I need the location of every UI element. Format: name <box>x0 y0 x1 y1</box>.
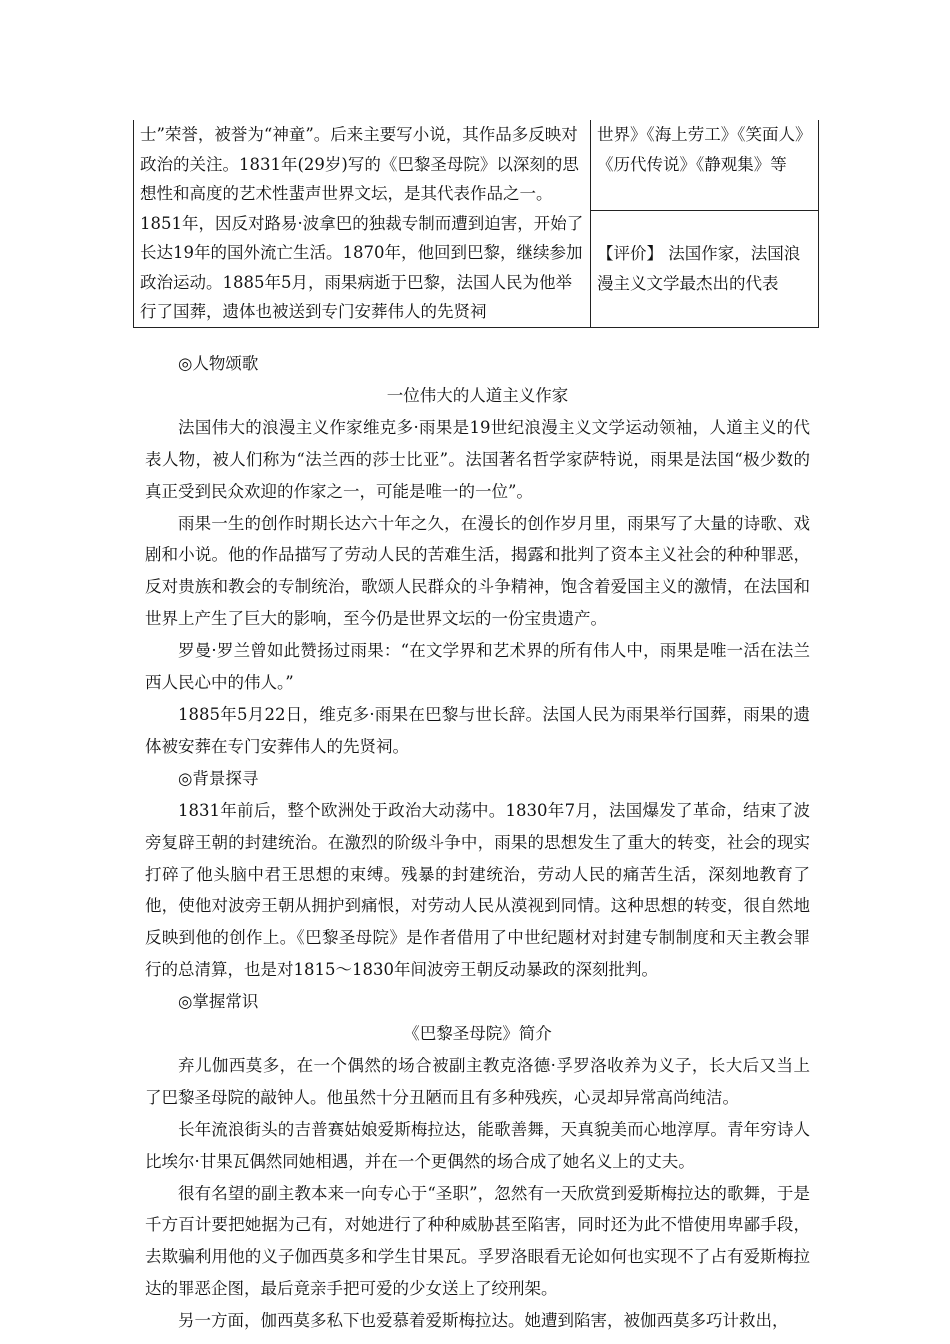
body-paragraph: 法国伟大的浪漫主义作家维克多·雨果是19世纪浪漫主义文学运动领袖，人道主义的代表人物，被人们称为“法兰西的莎士比亚”。法国著名哲学家萨特说，雨果是法国“极少数的真正受到民众欢迎的作家之一，可能是唯一的一位”。 <box>145 417 810 501</box>
section-heading: ◎背景探寻 <box>178 768 259 788</box>
section-heading: ◎掌握常识 <box>178 992 259 1012</box>
body-paragraph: 另一方面，伽西莫多私下也爱慕着爱斯梅拉达。她遭到陷害，被伽西莫多巧计救出， <box>178 1311 789 1331</box>
section-heading: ◎人物颂歌 <box>178 354 259 373</box>
body-paragraph: 1885年5月22日，维克多·雨果在巴黎与世长辞。法国人民为雨果举行国葬，雨果的遗体被安葬在专门安葬伟人的先贤祠。 <box>145 704 810 756</box>
article-body <box>145 348 810 1337</box>
body-paragraph: 长年流浪街头的吉普赛姑娘爱斯梅拉达，能歌善舞，天真貌美而心地淳厚。青年穷诗人比埃尔·甘果瓦偶然同她相遇，并在一个更偶然的场合成了她名义上的丈夫。 <box>145 1119 810 1171</box>
works-cell <box>591 120 819 211</box>
biography-paragraph: 1851年，因反对路易·波拿巴的独裁专制而遭到迫害，开始了长达19年的国外流亡生活。1870年，他回到巴黎，继续参加政治运动。1885年5月，雨果病逝于巴黎，法国人民为他举行了国葬，遗体也被送到专门安葬伟人的先贤祠 <box>140 213 584 321</box>
body-paragraph: 雨果一生的创作时期长达六十年之久，在漫长的创作岁月里，雨果写了大量的诗歌、戏剧和小说。他的作品描写了劳动人民的苦难生活，揭露和批判了资本主义社会的种种罪恶，反对贵族和教会的专制统治，歌颂人民群众的斗争精神，饱含着爱国主义的激情，在法国和世界上产生了巨大的影响，至今仍是世界文坛的一份宝贵遗产。 <box>145 513 810 629</box>
section-title: 一位伟大的人道主义作家 <box>386 385 569 405</box>
section-title: 《巴黎圣母院》简介 <box>403 1024 552 1044</box>
biography-cell <box>134 120 591 327</box>
evaluation-cell <box>591 211 819 328</box>
evaluation-text: 法国作家，法国浪漫主义文学最杰出的代表 <box>597 244 801 293</box>
body-paragraph: 1831年前后，整个欧洲处于政治大动荡中。1830年7月，法国爆发了革命，结束了波旁复辟王朝的封建统治。在激烈的阶级斗争中，雨果的思想发生了重大的转变，社会的现实打碎了他头脑中君王思想的束缚。残暴的封建统治，劳动人民的痛苦生活，深刻地教育了他，使他对波旁王朝从拥护到痛恨，对劳动人民从漠视到同情。这种思想的转变，很自然地反映到他的创作上。《巴黎圣母院》是作者借用了中世纪题材对封建专制制度和天主教会罪行的总清算，也是对1815～1830年间波旁王朝反动暴政的深刻批判。 <box>145 800 810 980</box>
evaluation-label: 【评价】 <box>597 244 663 264</box>
works-text: 世界》《海上劳工》《笑面人》《历代传说》《静观集》等 <box>597 125 812 174</box>
body-paragraph: 很有名望的副主教本来一向专心于“圣职”，忽然有一天欣赏到爱斯梅拉达的歌舞，于是千方百计要把她据为己有，对她进行了种种威胁甚至陷害，同时还为此不惜使用卑鄙手段，去欺骗利用他的义子伽西莫多和学生甘果瓦。孚罗洛眼看无论如何也实现不了占有爱斯梅拉达的罪恶企图，最后竟亲手把可爱的少女送上了绞刑架。 <box>145 1183 810 1299</box>
body-paragraph: 罗曼·罗兰曾如此赞扬过雨果：“在文学界和艺术界的所有伟人中，雨果是唯一活在法兰西人民心中的伟人。” <box>145 641 810 693</box>
biography-paragraph: 士”荣誉，被誉为“神童”。后来主要写小说，其作品多反映对政治的关注。1831年(29岁)写的《巴黎圣母院》以深刻的思想性和高度的艺术性蜚声世界文坛，是其代表作品之一。 <box>140 125 579 203</box>
author-info-table <box>133 120 819 328</box>
body-paragraph: 弃儿伽西莫多，在一个偶然的场合被副主教克洛德·孚罗洛收养为义子，长大后又当上了巴黎圣母院的敲钟人。他虽然十分丑陋而且有多种残疾，心灵却异常高尚纯洁。 <box>145 1055 810 1107</box>
